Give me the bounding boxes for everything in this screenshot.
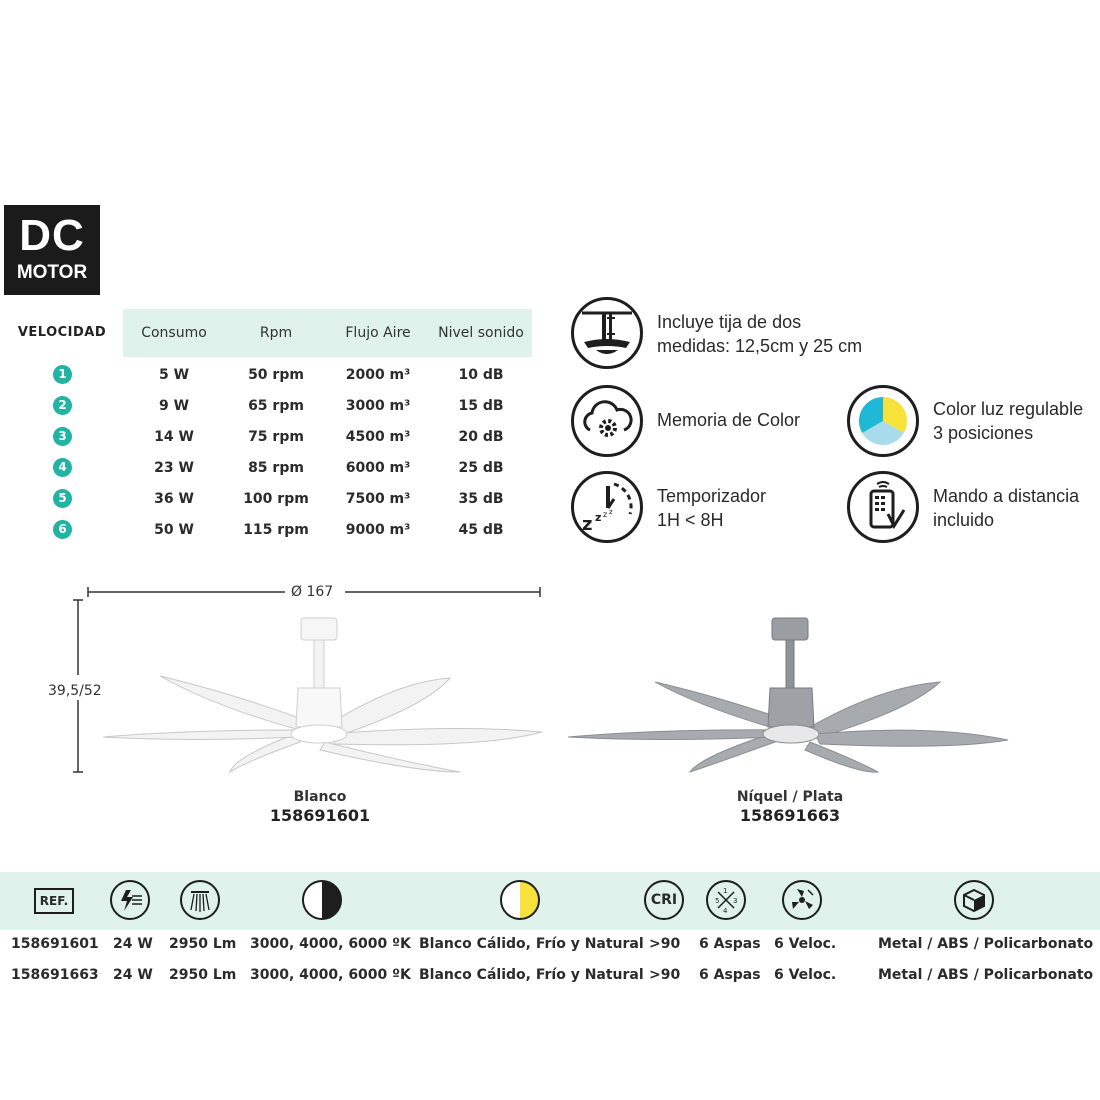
cell-flujo: 2000 m³: [345, 367, 411, 383]
feature-color: [933, 397, 1083, 445]
dc-motor-badge: [4, 205, 100, 295]
cell-sonido: 35 dB: [458, 491, 504, 507]
fan-nickel-finish: Níquel / Plata: [736, 789, 844, 805]
speed-number: 6: [53, 520, 72, 539]
svg-text:3: 3: [733, 897, 738, 905]
svg-text:z: z: [582, 514, 593, 535]
spec-material: Metal / ABS / Policarbonato: [878, 967, 1094, 983]
height-label: 39,5/52: [48, 683, 102, 699]
spec-power: 24 W: [113, 936, 153, 952]
cell-rpm: 65 rpm: [248, 398, 304, 414]
cell-sonido: 10 dB: [458, 367, 504, 383]
feature-temporizador-line2: 1H < 8H: [657, 510, 724, 530]
spec-blades: 6 Aspas: [699, 967, 761, 983]
cell-flujo: 6000 m³: [345, 460, 411, 476]
cell-consumo: 14 W: [154, 429, 194, 445]
feature-temporizador: [657, 484, 766, 532]
cell-sonido: 45 dB: [458, 522, 504, 538]
cri-icon: CRI: [644, 880, 684, 920]
light-tone-icon: [302, 880, 342, 920]
spec-lumen: 2950 Lm: [169, 936, 237, 952]
speed-number: 3: [53, 427, 72, 446]
cell-sonido: 25 dB: [458, 460, 504, 476]
svg-text:z: z: [609, 508, 613, 516]
material-icon: [954, 880, 994, 920]
header-sonido: Nivel sonido: [438, 325, 524, 341]
cell-consumo: 5 W: [158, 367, 190, 383]
feature-mando-line1: Mando a distancia: [933, 486, 1080, 506]
spec-cri: >90: [649, 936, 681, 952]
power-icon: [110, 880, 150, 920]
cell-flujo: 7500 m³: [345, 491, 411, 507]
speeds-icon: [782, 880, 822, 920]
cell-rpm: 85 rpm: [248, 460, 304, 476]
warm-color-icon: [500, 880, 540, 920]
cloud-gear-icon: [571, 385, 643, 457]
spec-speeds: 6 Veloc.: [774, 967, 837, 983]
cell-consumo: 23 W: [154, 460, 194, 476]
cell-consumo: 50 W: [154, 522, 194, 538]
fan-white-finish: Blanco: [293, 789, 347, 805]
cell-flujo: 4500 m³: [345, 429, 411, 445]
cell-rpm: 75 rpm: [248, 429, 304, 445]
svg-text:1: 1: [723, 887, 728, 895]
cell-sonido: 15 dB: [458, 398, 504, 414]
feature-color-line2: 3 posiciones: [933, 423, 1034, 443]
feature-color-line1: Color luz regulable: [933, 399, 1084, 419]
fan-nickel-code: 158691663: [739, 806, 841, 825]
spec-speeds: 6 Veloc.: [774, 936, 837, 952]
feature-memoria: Memoria de Color: [657, 410, 801, 430]
header-velocidad: VELOCIDAD: [17, 325, 107, 340]
header-flujo: Flujo Aire: [345, 325, 411, 341]
header-consumo: Consumo: [141, 325, 207, 341]
spec-ref: 158691663: [11, 967, 99, 983]
spec-material: Metal / ABS / Policarbonato: [878, 936, 1094, 952]
svg-text:5: 5: [715, 897, 720, 905]
fan-white-code: 158691601: [269, 806, 371, 825]
feature-tija: [657, 310, 862, 358]
svg-text:4: 4: [723, 907, 728, 915]
badge-subtitle: MOTOR: [16, 262, 88, 283]
lumen-icon: [180, 880, 220, 920]
cell-consumo: 9 W: [158, 398, 190, 414]
cell-sonido: 20 dB: [458, 429, 504, 445]
spec-ref: 158691601: [11, 936, 99, 952]
feature-temporizador-line1: Temporizador: [657, 486, 767, 506]
ref-icon: REF.: [34, 888, 74, 914]
cell-flujo: 9000 m³: [345, 522, 411, 538]
speed-number: 2: [53, 396, 72, 415]
feature-mando-line2: incluido: [933, 510, 995, 530]
timer-icon: [571, 471, 643, 543]
spec-tone: Blanco Cálido, Frío y Natural: [419, 967, 644, 983]
cell-rpm: 50 rpm: [248, 367, 304, 383]
svg-text:z: z: [603, 510, 608, 519]
downrod-icon: [571, 297, 643, 369]
spec-power: 24 W: [113, 967, 153, 983]
feature-tija-line2: medidas: 12,5cm y 25 cm: [657, 336, 863, 356]
cell-flujo: 3000 m³: [345, 398, 411, 414]
color-wheel-icon: [847, 385, 919, 457]
speed-number: 5: [53, 489, 72, 508]
spec-cri: >90: [649, 967, 681, 983]
cell-rpm: 115 rpm: [243, 522, 309, 538]
fan-white-image: [95, 612, 555, 782]
cell-consumo: 36 W: [154, 491, 194, 507]
spec-cct: 3000, 4000, 6000 ºK: [250, 967, 411, 983]
fan-nickel-image: [560, 612, 1020, 782]
spec-bar: [0, 872, 1100, 930]
speed-number: 4: [53, 458, 72, 477]
spec-tone: Blanco Cálido, Frío y Natural: [419, 936, 644, 952]
feature-tija-line1: Incluye tija de dos: [657, 312, 802, 332]
spec-blades: 6 Aspas: [699, 936, 761, 952]
spec-lumen: 2950 Lm: [169, 967, 237, 983]
speed-number: 1: [53, 365, 72, 384]
remote-icon: [847, 471, 919, 543]
feature-mando: [933, 484, 1079, 532]
svg-text:z: z: [595, 511, 602, 524]
diameter-label: Ø 167: [287, 584, 337, 600]
cell-rpm: 100 rpm: [243, 491, 309, 507]
header-rpm: Rpm: [259, 325, 293, 341]
badge-title: DC: [19, 211, 85, 260]
spec-cct: 3000, 4000, 6000 ºK: [250, 936, 411, 952]
blades-icon: [706, 880, 746, 920]
